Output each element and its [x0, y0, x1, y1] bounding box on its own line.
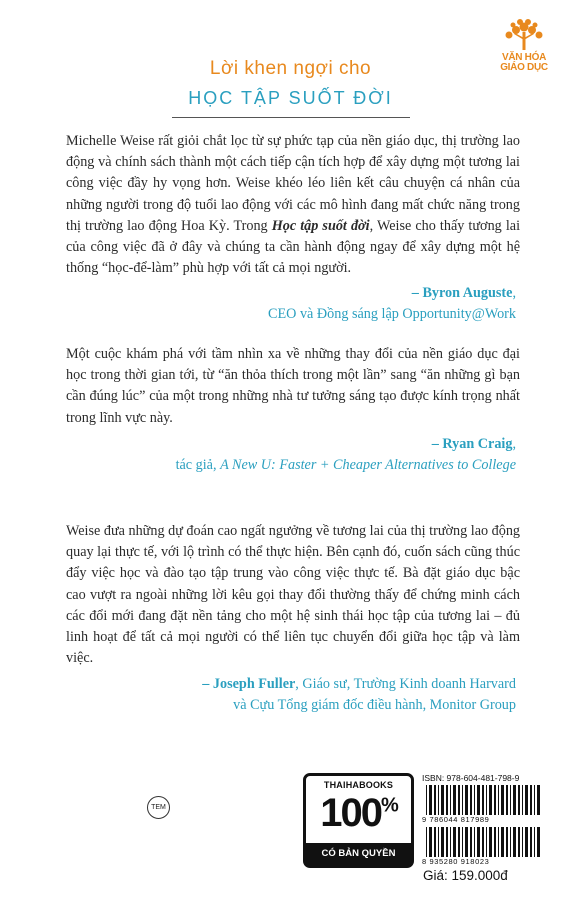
review-text-1	[66, 131, 520, 279]
barcode-bar	[510, 785, 511, 815]
review-text-1-part: Michelle Weise rất giỏi chắt lọc từ sự phức tạp của nền giáo dục, thị trường lao động và chính sách thành một cách tiếp cận tích hợp để xây dựng một tương lai công việc đầy hy vọng hơn. Weise khéo léo liên kết câu chuyện cá nhân của những người trong độ tuổi lao động với các mô hình đang mất chức năng trong thị trường lao động Hoa Kỳ. Trong	[66, 133, 520, 234]
barcode-bar	[462, 785, 463, 815]
barcode-bar	[513, 785, 516, 815]
barcode-bar	[486, 827, 487, 857]
barcode-bar	[477, 785, 480, 815]
barcode-bar	[537, 827, 540, 857]
header-title: HỌC TẬP SUỐT ĐỜI	[188, 88, 393, 108]
copyright-badge	[303, 773, 414, 868]
barcode-bar	[506, 785, 508, 815]
barcode-bar	[441, 785, 444, 815]
barcode-bar	[477, 827, 480, 857]
review-attribution-1	[66, 283, 516, 325]
barcode-bar	[458, 785, 460, 815]
barcode-bar	[501, 785, 504, 815]
author-role-prefix: tác giả,	[175, 457, 221, 473]
barcode-bar	[450, 827, 451, 857]
barcode-bar	[438, 827, 439, 857]
barcode-bar	[494, 827, 496, 857]
barcode-bar	[486, 785, 487, 815]
barcode-bar	[522, 827, 523, 857]
review-attribution-2	[66, 434, 516, 476]
barcode-bar	[462, 827, 463, 857]
barcode-bar	[518, 785, 520, 815]
barcode-bar	[489, 785, 492, 815]
barcode-bar	[537, 785, 540, 815]
barcode-bar	[534, 827, 535, 857]
attribution-dash: –	[431, 436, 439, 452]
copyright-percent	[306, 791, 411, 836]
barcode-bar	[525, 785, 528, 815]
barcode-bar	[534, 785, 535, 815]
barcode-bar	[441, 827, 444, 857]
attribution-dash: –	[202, 676, 210, 692]
barcode-bar	[434, 785, 436, 815]
header-subtitle: Lời khen ngợi cho	[209, 58, 372, 79]
barcode-bar	[446, 827, 448, 857]
author-suffix: ,	[512, 436, 516, 452]
barcode-bar	[426, 827, 427, 857]
barcode-bar	[506, 827, 508, 857]
barcode-bar	[530, 785, 532, 815]
review-text-1-part: , Weise cho thấy tương lai của công việc đã ở đây và chúng ta cần hành động ngay để xây dựng một hệ thống “học-để-làm” phù hợp với tất cả mọi người.	[66, 217, 521, 277]
barcode-bar	[450, 785, 451, 815]
barcode-bar	[498, 785, 499, 815]
barcode-bar	[482, 827, 484, 857]
author-book-title: A New U: Faster + Cheaper Alternatives to College	[220, 457, 516, 473]
barcode-bar	[474, 785, 475, 815]
copyright-brand: THAIHABOOKS	[323, 780, 394, 790]
barcode-bar	[470, 785, 472, 815]
barcode-bar	[470, 827, 472, 857]
barcode-bar	[465, 785, 468, 815]
author-suffix: ,	[512, 285, 516, 301]
review-attribution-3	[66, 674, 516, 716]
barcode-bar	[513, 827, 516, 857]
logo-text-bottom: GIÁO DỤC	[500, 62, 548, 73]
attribution-dash: –	[411, 285, 419, 301]
stamp-circle: TEM	[147, 796, 170, 819]
author-name: Byron Auguste	[422, 285, 513, 301]
price-code-number: 8 935280 918023	[422, 857, 490, 866]
author-role: , Giáo sư, Trường Kinh doanh Harvard	[295, 676, 516, 692]
tree-icon	[487, 18, 561, 54]
barcode-bar	[429, 827, 432, 857]
barcode-bar	[525, 827, 528, 857]
barcode-bar	[426, 785, 427, 815]
barcode-bar	[518, 827, 520, 857]
barcode-bar	[482, 785, 484, 815]
author-name: Ryan Craig	[442, 436, 513, 452]
barcode-bar	[501, 827, 504, 857]
barcode-bar	[474, 827, 475, 857]
barcode-bar	[494, 785, 496, 815]
barcode-bar	[453, 785, 456, 815]
barcode-bar	[465, 827, 468, 857]
barcode-bar	[510, 827, 511, 857]
isbn-number: 9 786044 817989	[422, 815, 490, 824]
percent-value: 100	[320, 791, 381, 835]
author-role-line2: và Cựu Tổng giám đốc điều hành, Monitor Group	[233, 697, 516, 713]
isbn-label: ISBN: 978-604-481-798-9	[422, 773, 520, 783]
review-text-2: Một cuộc khám phá với tầm nhìn xa về những thay đổi của nền giáo dục đại học trong thời gian tới, từ “ăn thỏa thích trong một lần” sang “ăn những gì bạn cần đúng lúc” của một trong những nhà tư tưởng sáng tạo được kính trọng nhất trong lĩnh vực này.	[66, 346, 520, 426]
barcode-bar	[446, 785, 448, 815]
header-divider	[172, 117, 410, 118]
barcode-bar	[438, 785, 439, 815]
author-name: Joseph Fuller	[212, 676, 296, 692]
book-title-emphasis: Học tập suốt đời	[271, 217, 370, 234]
isbn-barcode	[426, 785, 542, 815]
copyright-label: CÓ BẢN QUYỀN	[306, 843, 411, 865]
review-text-3: Weise đưa những dự đoán cao ngất ngưởng về tương lai của thị trường lao động quay lại thực tế, với lộ trình có thể thực hiện. Bên cạnh đó, cuốn sách cũng thúc đẩy việc học và đào tạo tập trung vào công việc thực tế. Bà đặt giáo dục bậc cao vượt ra ngoài những lời kêu gọi thay đổi thường thấy để chứng minh cách các đổi mới đang đặt nền tảng cho một hệ sinh thái học tập của tương lai – đủ linh hoạt để tất cả mọi người có thể liên tục chuyển đổi giữa học tập và làm việc.	[66, 523, 521, 667]
barcode-bar	[429, 785, 432, 815]
price: Giá: 159.000đ	[423, 868, 508, 883]
percent-sign: %	[380, 794, 397, 817]
barcode-bar	[434, 827, 436, 857]
barcode-bar	[453, 827, 456, 857]
barcode-bar	[458, 827, 460, 857]
author-role: CEO và Đồng sáng lập Opportunity@Work	[268, 306, 516, 322]
barcode-bar	[530, 827, 532, 857]
barcode-bar	[498, 827, 499, 857]
price-barcode	[426, 827, 542, 857]
logo-text-top: VĂN HÓA	[501, 52, 546, 63]
barcode-bar	[489, 827, 492, 857]
barcode-bar	[522, 785, 523, 815]
